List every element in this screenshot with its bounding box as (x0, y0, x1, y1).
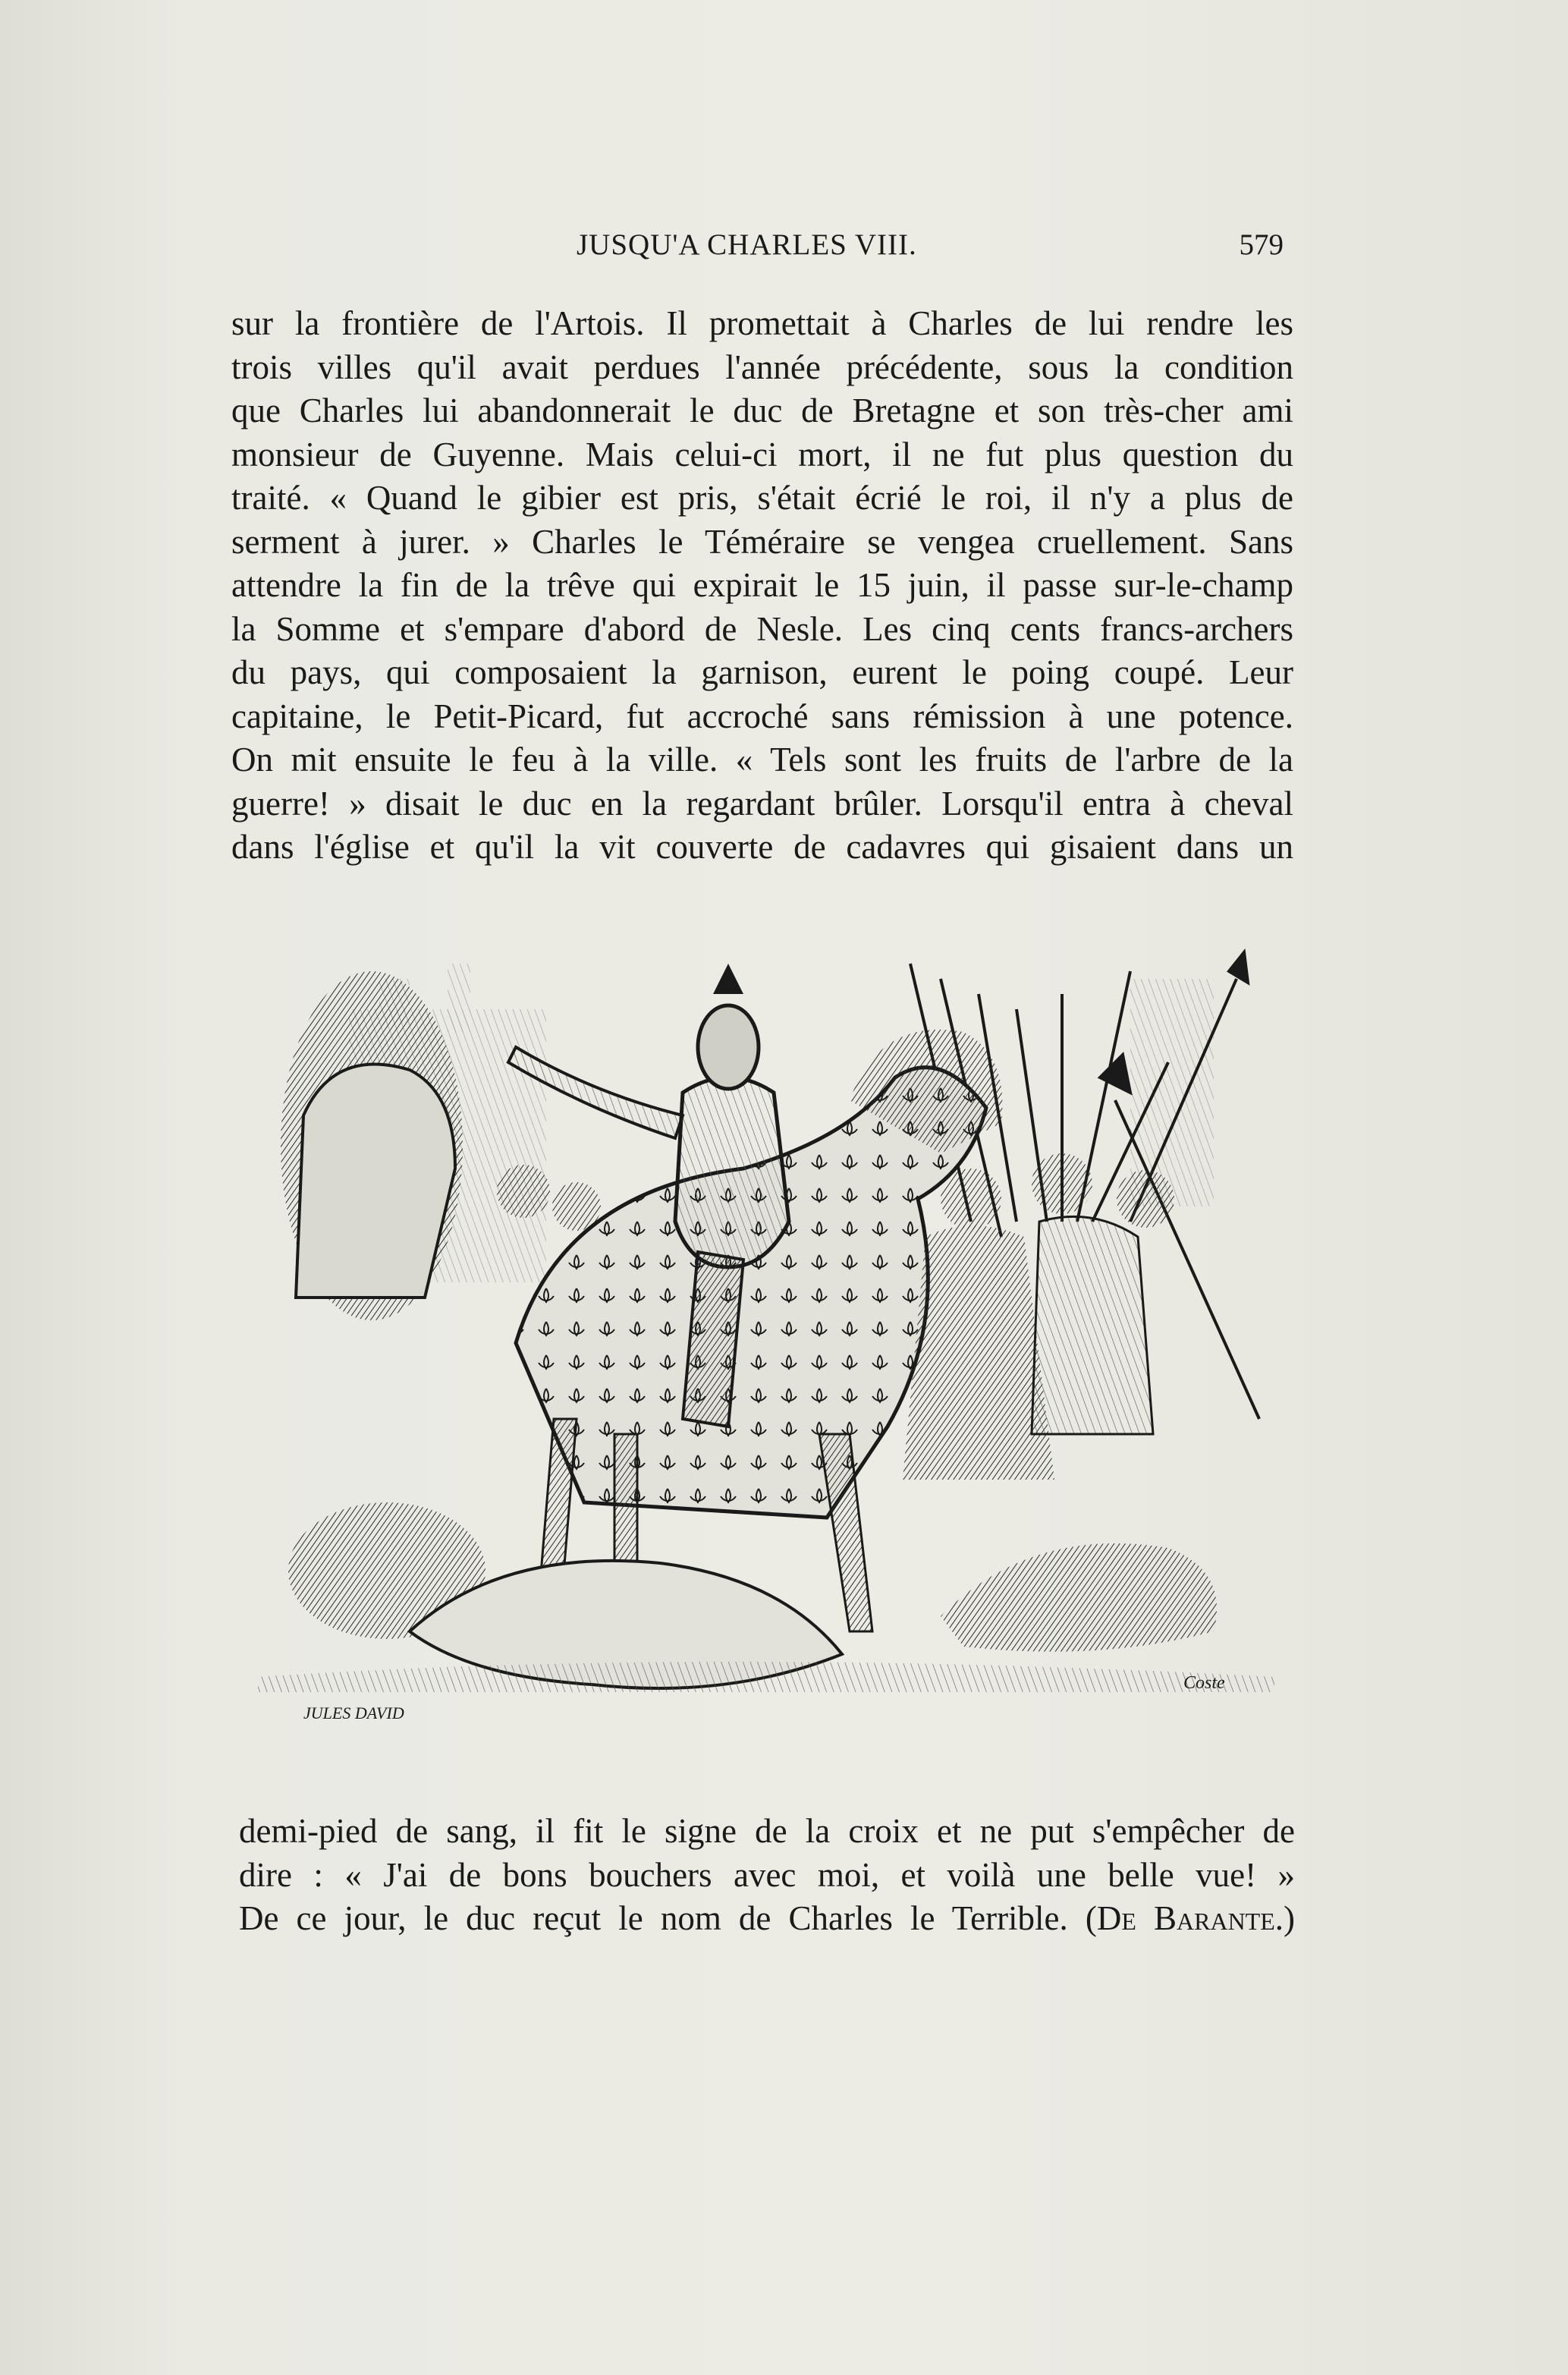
text-line: dans l'église et qu'il la vit couverte de cadavres qui gisaient dans un (231, 828, 1293, 866)
text-line: que Charles lui abandonnerait le duc de Bretagne et son très-cher ami (231, 392, 1293, 429)
knight-on-horse-engraving (258, 948, 1274, 1745)
text-line: demi-pied de sang, il fit le signe de la croix et ne put s'empêcher de (239, 1812, 1295, 1850)
text-line: dire : « J'ai de bons bouchers avec moi, et voilà une belle vue! » (239, 1855, 1295, 1894)
last-line (239, 1897, 1295, 1941)
text-line: la Somme et s'empare d'abord de Nesle. Les cinq cents francs-archers (231, 609, 1293, 648)
running-head (228, 228, 1290, 273)
page-number: 579 (1239, 228, 1284, 261)
text-line: du pays, qui composaient la garnison, eurent le poing coupé. Leur (231, 653, 1293, 691)
text-line: sur la frontière de l'Artois. Il promettait à Charles de lui rendre les (231, 304, 1293, 342)
text-line: guerre! » disait le duc en la regardant brûler. Lorsqu'il entra à cheval (231, 784, 1293, 823)
text-line: On mit ensuite le feu à la ville. « Tels sont les fruits de l'arbre de la (231, 741, 1293, 779)
paragraph-top (231, 302, 1293, 870)
right-soldiers (903, 1153, 1174, 1480)
running-title: JUSQU'A CHARLES VIII. (577, 228, 917, 261)
text-line: monsieur de Guyenne. Mais celui-ci mort, il ne fut plus question du (231, 435, 1293, 473)
text-line: serment à jurer. » Charles le Téméraire se vengea cruellement. Sans (231, 522, 1293, 561)
citation: (De Barante.) (1085, 1899, 1296, 1937)
paragraph-bottom (239, 1810, 1295, 1941)
engraving-illustration (258, 948, 1274, 1745)
text-line: traité. « Quand le gibier est pris, s'était écrié le roi, il n'y a plus de (231, 479, 1293, 517)
engraver-signature: Coste (1183, 1673, 1225, 1693)
text-line: capitaine, le Petit-Picard, fut accroché sans rémission à une potence. (231, 697, 1293, 735)
text-line: trois villes qu'il avait perdues l'année précédente, sous la condition (231, 348, 1293, 386)
artist-signature: JULES DAVID (303, 1703, 404, 1722)
text-line: attendre la fin de la trêve qui expirait le 15 juin, il passe sur-le-champ (231, 566, 1293, 604)
fallen-bodies (258, 1502, 1274, 1692)
closing-sentence: De ce jour, le duc reçut le nom de Charles le Terrible. (239, 1899, 1068, 1937)
